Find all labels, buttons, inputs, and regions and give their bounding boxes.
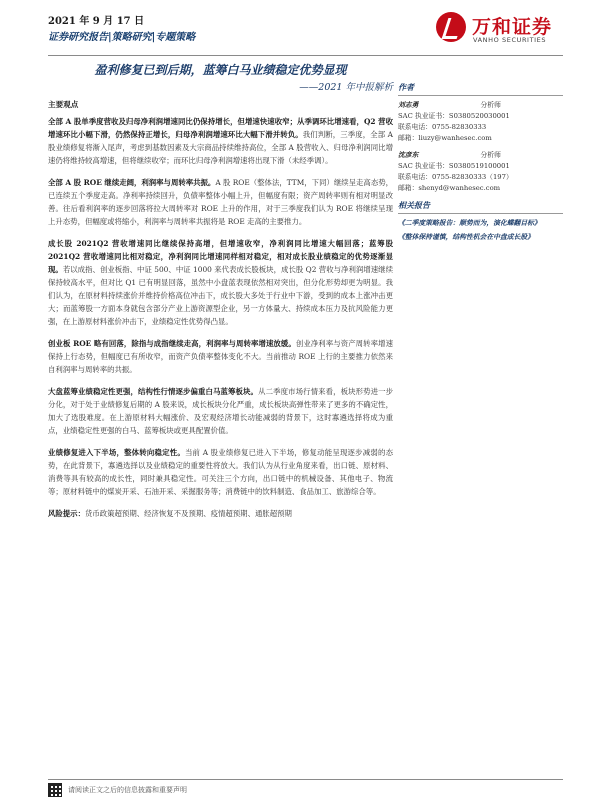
paragraph-lead: 成长股 2021Q2 营收增速同比继续保持高增，但增速收窄，净利润同比增速大幅回落；蓝筹股 2021Q2 营收增速同比相对稳定，净利润同比增速同样相对稳定，相对成长股业绩稳定的优势逐渐显现。 — [48, 239, 393, 274]
footer-divider — [48, 779, 563, 780]
paragraph — [48, 385, 393, 437]
company-logo — [436, 10, 586, 50]
header-divider — [48, 55, 563, 56]
related-report-link[interactable]: 《二季度策略报告：顺势而为，演化蝶翻目标》 — [398, 219, 541, 227]
paragraph-lead: 创业板 ROE 略有回落，除指与成指继续走高，利润率与周转率增速放缓。 — [48, 339, 296, 348]
author-phone: 联系电话：0755-82830333（197） — [398, 173, 513, 181]
paragraph — [48, 115, 393, 167]
sidebar — [398, 82, 563, 246]
author-cert: SAC 执业证书：S0380519100001 — [398, 162, 510, 170]
paragraph — [48, 337, 393, 376]
logo-english-name: VANHO SECURITIES — [473, 36, 547, 44]
report-date: 2021 年 9 月 17 日 — [48, 16, 145, 27]
author-phone: 联系电话：0755-82830333 — [398, 123, 487, 131]
paragraph-lead: 风险提示： — [48, 509, 85, 518]
author-name: 刘志勇 — [398, 101, 419, 109]
report-category: 证券研究报告|策略研究|专题策略 — [48, 32, 196, 43]
paragraph-body: 我们判断，三季度，全部 A 股业绩修复将渐入尾声，考虑到基数因素及大宗商品持续维持高位，全部 A 股营收入、归母净利润同比增速仍将维持较高增速，但将继续收窄；而环比归母净利润增速将出现下滑（未经季调）。 — [48, 130, 393, 165]
paragraph-body: 当前 A 股业绩修复已进入下半场，修复动能呈现逐步减弱的态势，在此背景下，寡遴选择以及业绩稳定的重要性将放大。我们认为从行业角度来看，出口链、原材料、消费等具有较高的成长性，同时兼具稳定性。可关注三个方向，出口链中的机械设备、其他电子、物流等；原材料链中的煤炭开采、石油开采、采掘服务等；消费链中的饮料制造、食品加工、旅游综合等。 — [48, 448, 393, 496]
author-email[interactable]: 邮箱：shenyd@wanhesec.com — [398, 184, 501, 192]
author-cert: SAC 执业证书：S0380520030001 — [398, 112, 510, 120]
report-subtitle: ——2021 年中报解析 — [299, 82, 393, 93]
report-title: 盈利修复已到后期，蓝筹白马业绩稳定优势显现 — [94, 63, 347, 77]
paragraph-body: 货币政策超预期、经济恢复不及预期、疫情超预期、通胀超预期 — [84, 509, 292, 518]
author-role: 分析师 — [480, 151, 501, 159]
paragraph-lead: 全部 A 股单季度营收及归母净利润增速同比仍保持增长，但增速快速收窄；从季调环比增速看，Q2 营收增速环比小幅下滑，仍然保持正增长，归母净利润增速环比大幅下滑并转负。 — [48, 117, 393, 139]
logo-mark-icon — [436, 12, 466, 42]
paragraph — [48, 237, 393, 328]
disclaimer-note: 请阅读正文之后的信息披露和重要声明 — [68, 786, 187, 794]
authors-heading: 作者 — [398, 82, 563, 96]
paragraph-body: 若以成指、创业板指、中证 500、中证 1000 来代表成长股板块，成长股 Q2 营收与净利润增速继续保持较高水平，但对比 Q1 已有明显回落，虽然中小盘蓝表现依然相对突出，但分化形势却更为明显。我们认为，在原材料持续涨价并维持价格高位冲击下，成长股大多处于行业中下游，受到的成本上涨冲击更大；而蓝筹股一方面本身就包含部分产业上游资源型企业，另一方体量大、持续成本压力及抗风险能力更强，在上游原材料涨价冲击下，业绩稳定性优势得凸显。 — [48, 265, 393, 326]
related-report-link[interactable]: 《整体保持谨慎，结构性机会在中盘成长股》 — [398, 233, 534, 241]
author-name: 沈彦东 — [398, 151, 419, 159]
paragraph-lead: 业绩修复进入下半场，整体转向稳定性。 — [48, 448, 185, 457]
paragraph-lead: 大盘蓝筹业绩稳定性更强，结构性行情逐步偏重白马蓝筹板块。 — [48, 387, 259, 396]
paragraph-body: A 股 ROE（整体法，TTM，下同）继续呈走高态势，已连续五个季度走高。净利率持续回升，负债率整体小幅上升，但幅度有限；资产周转率则有相对明显改善。往后看利润率的逐步回落将拉大周转率对 ROE 上升的作用，对于三季度我们认为 ROE 将继续呈现上升态势，但幅度或将缩小，利润率与周转率共振将是 ROE 走高的主要推力。 — [48, 178, 393, 226]
page-header — [48, 14, 195, 46]
logo-name: 万和证券 — [472, 16, 553, 38]
paragraph-lead: 全部 A 股 ROE 继续走阔，利润率与周转率共振。 — [48, 178, 216, 187]
author-role: 分析师 — [480, 101, 501, 109]
main-content — [48, 98, 393, 529]
related-reports-heading: 相关报告 — [398, 200, 563, 214]
paragraph — [48, 446, 393, 498]
author-block — [398, 150, 563, 194]
risk-note — [48, 507, 393, 520]
paragraph-body: 创业净利率与资产周转率增速保持上行态势，但幅度已有所收窄，而资产负债率整体变化不大。当前推动 ROE 上行的主要推力依然来自利润率与周转率的共振。 — [48, 339, 393, 374]
section-heading: 主要观点 — [48, 100, 79, 109]
page-footer — [48, 783, 187, 797]
qr-code-icon — [48, 783, 62, 797]
paragraph-body: 从二季度市场行情来看，板块形势进一步分化，对于处于业绩修复后期的 A 股来说，成长板块分化严重，成长板块高弹性带来了更多的不确定性，加大了选股难度。在上游原材料大幅涨价、及宏观经济增长动能减弱的背景下，这时寡遴选择将成为重点，业绩稳定性更强的白马、蓝筹板块或更具配置价值。 — [48, 387, 393, 435]
paragraph — [48, 176, 393, 228]
author-block — [398, 100, 563, 144]
author-email[interactable]: 邮箱：liuzy@wanhesec.com — [398, 134, 492, 142]
